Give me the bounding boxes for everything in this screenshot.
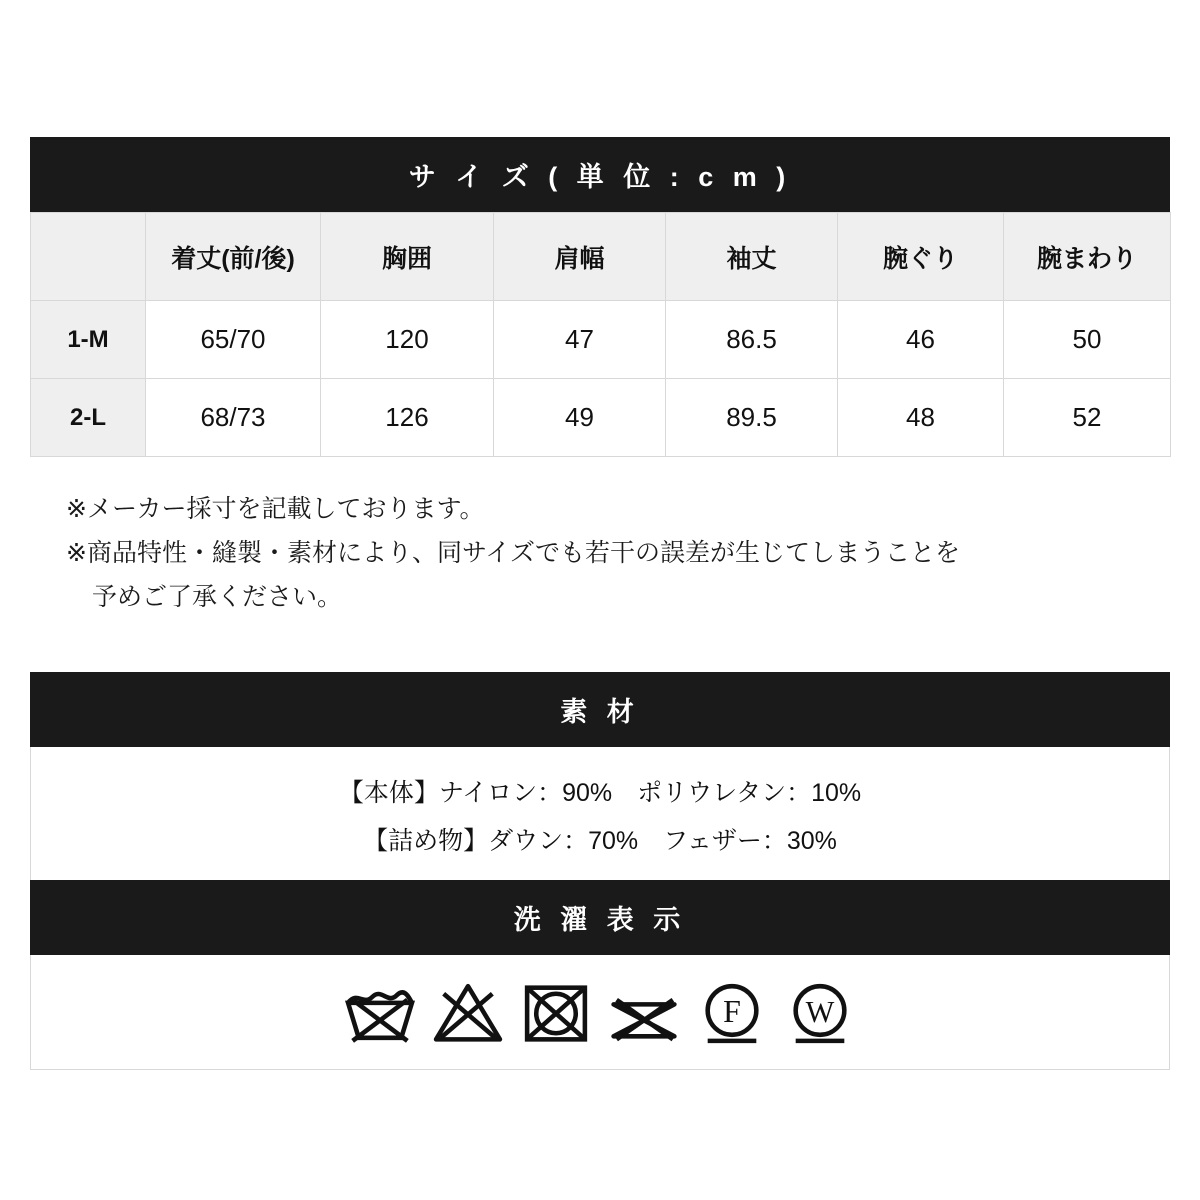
svg-text:F: F	[723, 993, 741, 1029]
size-col-shoulder: 肩幅	[494, 213, 666, 301]
size-section-title: サ イ ズ ( 単 位 : c m )	[30, 137, 1170, 212]
size-col-sleeve: 袖丈	[666, 213, 838, 301]
material-section	[30, 672, 1170, 892]
wash-section-title: 洗 濯 表 示	[30, 880, 1170, 955]
size-table-header-row	[31, 213, 1171, 301]
do-not-bleach-icon	[430, 974, 506, 1050]
size-cell: 68/73	[146, 379, 321, 457]
size-col-corner	[31, 213, 146, 301]
note-line-3: 予めご了承ください。	[92, 583, 343, 611]
size-cell: 120	[321, 301, 494, 379]
do-not-tumble-dry-icon	[518, 974, 594, 1050]
product-spec-page	[30, 0, 1170, 1200]
size-cell: 52	[1004, 379, 1171, 457]
size-notes	[66, 487, 1156, 619]
table-row	[31, 301, 1171, 379]
wash-section	[30, 880, 1170, 1070]
wash-icons-row	[30, 955, 1170, 1070]
size-table	[30, 212, 1171, 457]
material-body	[30, 747, 1170, 892]
dry-clean-f-icon	[694, 974, 770, 1050]
size-cell: 126	[321, 379, 494, 457]
size-col-armhole: 腕ぐり	[838, 213, 1004, 301]
size-cell: 46	[838, 301, 1004, 379]
table-row	[31, 379, 1171, 457]
size-col-arm-circumference: 腕まわり	[1004, 213, 1171, 301]
size-cell: 65/70	[146, 301, 321, 379]
size-row-label: 1-M	[31, 301, 146, 379]
size-cell: 49	[494, 379, 666, 457]
note-line-1: ※メーカー採寸を記載しております。	[66, 495, 485, 523]
note-line-2: ※商品特性・縫製・素材により、同サイズでも若干の誤差が生じてしまうことを	[66, 539, 960, 567]
size-col-chest: 胸囲	[321, 213, 494, 301]
size-cell: 89.5	[666, 379, 838, 457]
hand-wash-icon	[342, 974, 418, 1050]
size-section	[30, 137, 1170, 457]
size-cell: 86.5	[666, 301, 838, 379]
size-col-length: 着丈(前/後)	[146, 213, 321, 301]
size-cell: 47	[494, 301, 666, 379]
svg-text:W: W	[805, 994, 835, 1029]
size-cell: 48	[838, 379, 1004, 457]
material-line-2: 【詰め物】ダウン：70% フェザー：30%	[363, 827, 837, 855]
size-cell: 50	[1004, 301, 1171, 379]
material-line-1: 【本体】ナイロン：90% ポリウレタン：10%	[338, 779, 862, 807]
size-row-label: 2-L	[31, 379, 146, 457]
wet-clean-w-icon	[782, 974, 858, 1050]
material-section-title: 素 材	[30, 672, 1170, 747]
do-not-wring-icon	[606, 974, 682, 1050]
